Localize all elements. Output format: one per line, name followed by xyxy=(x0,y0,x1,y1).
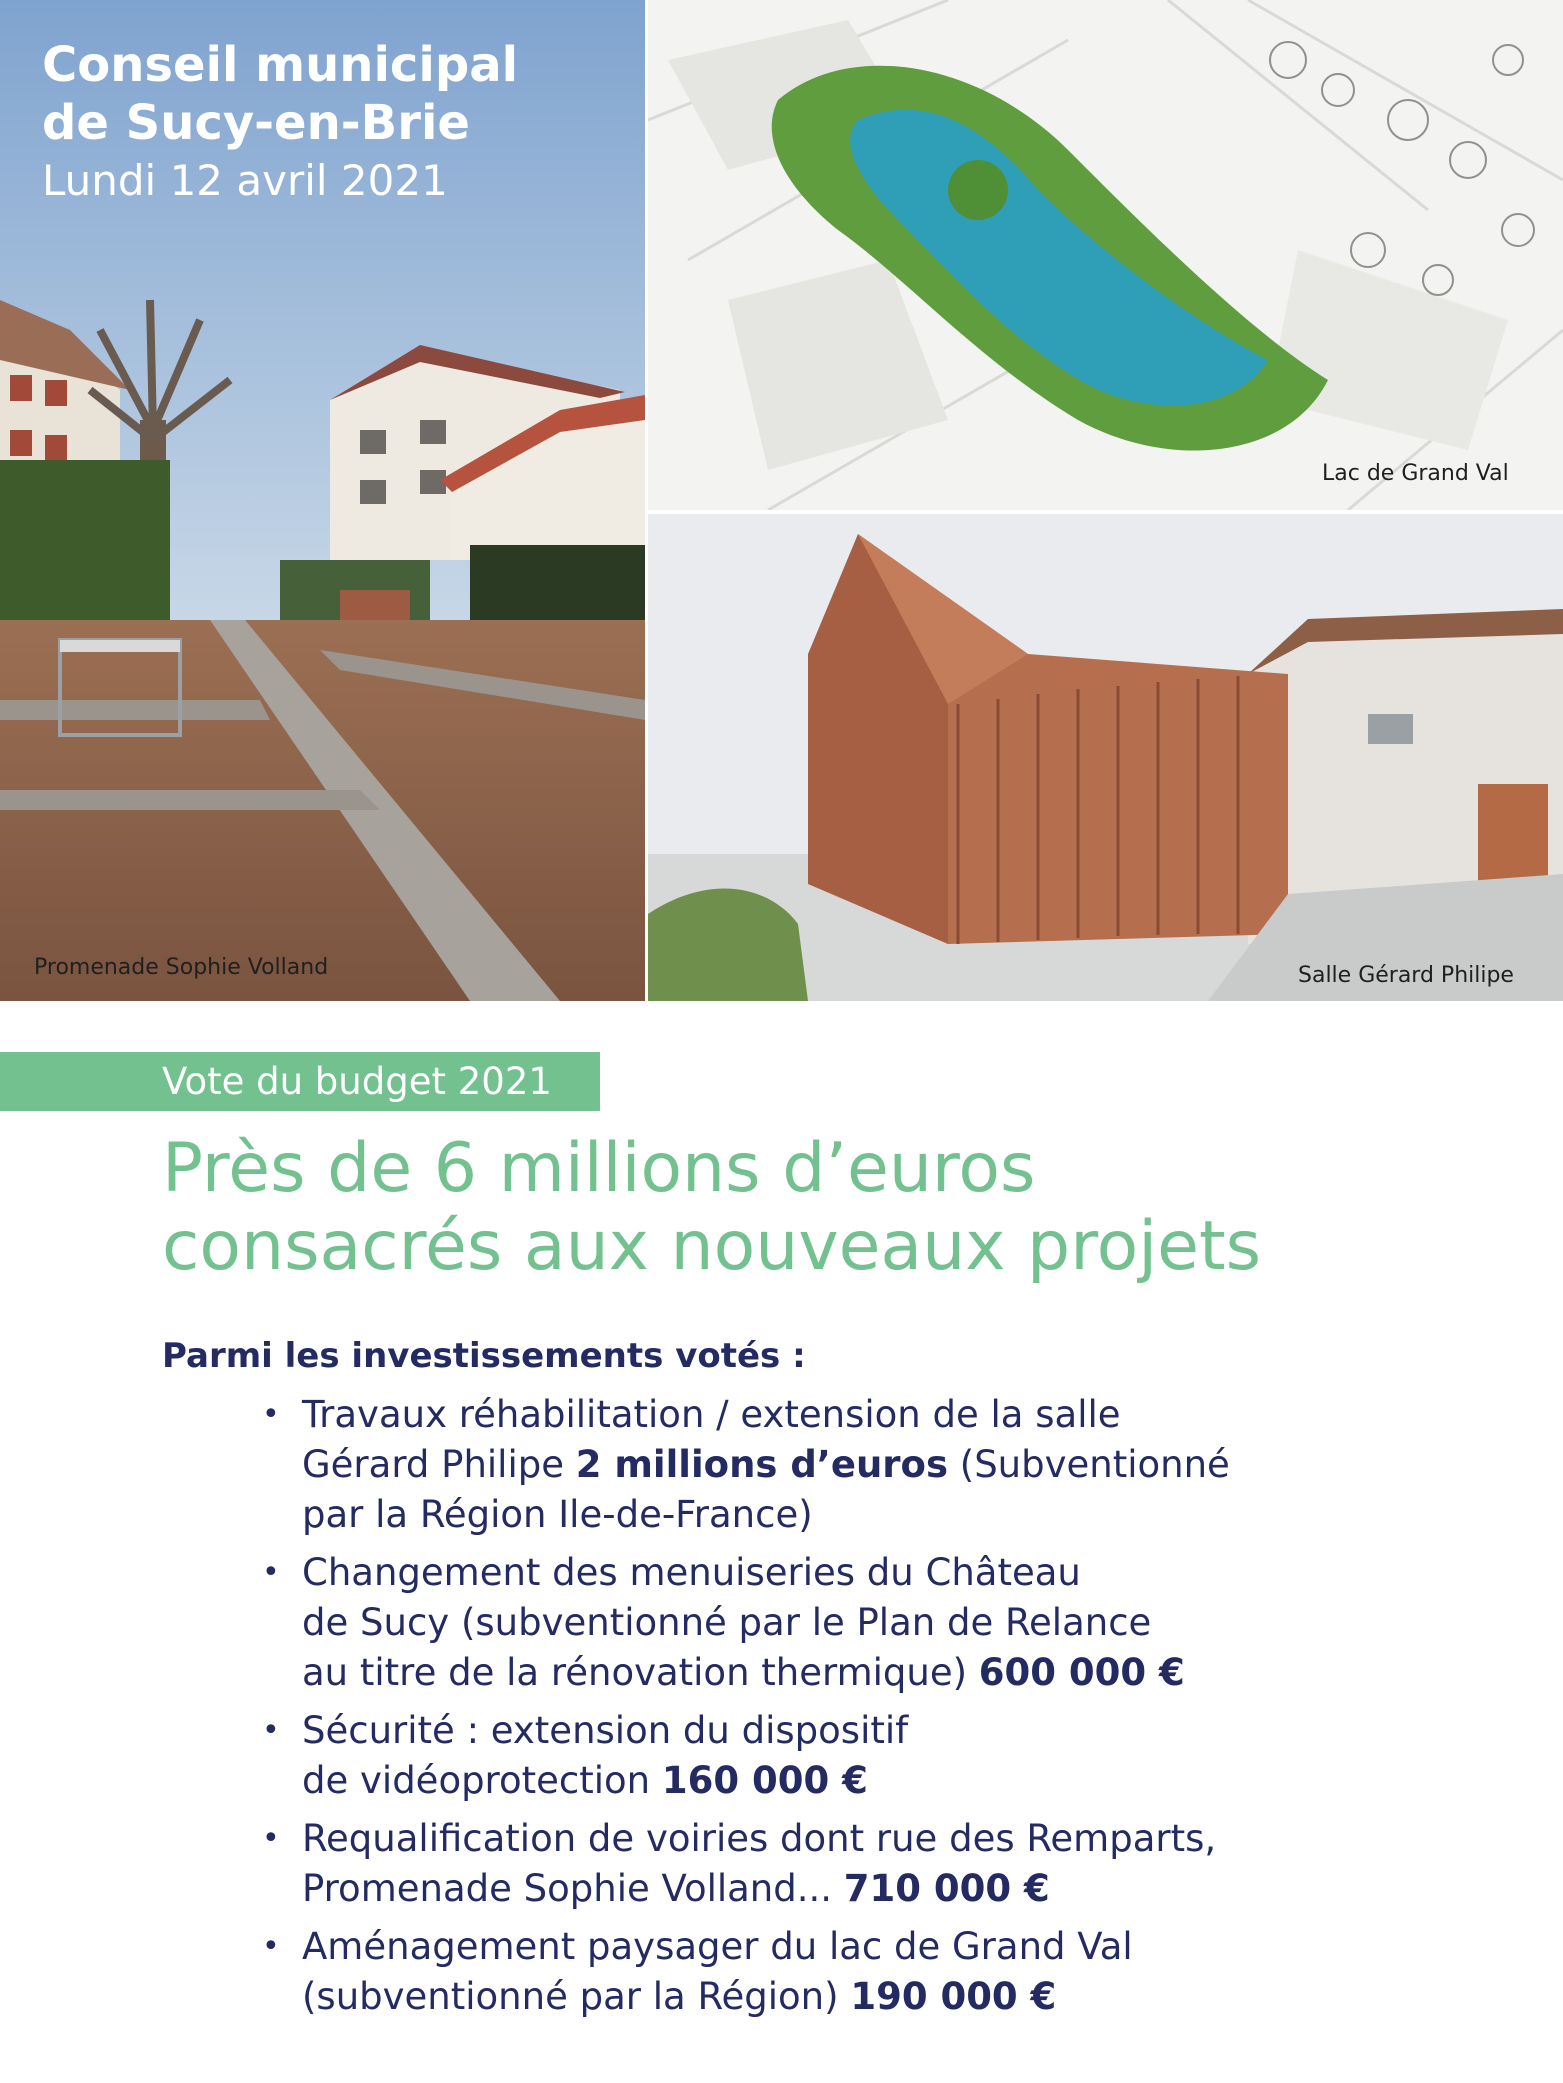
item-line: Gérard Philipe 2 millions d’euros (Subventionné xyxy=(302,1443,1230,1486)
item-line: Requalification de voiries dont rue des Remparts, xyxy=(302,1817,1217,1860)
item-line: par la Région Ile-de-France) xyxy=(302,1493,813,1536)
item-line: de vidéoprotection 160 000 € xyxy=(302,1759,868,1802)
list-item xyxy=(262,1548,1230,1698)
investments-intro: Parmi les investissements votés : xyxy=(162,1336,806,1376)
item-line: Changement des menuiseries du Château xyxy=(302,1551,1081,1594)
bullet: • xyxy=(262,1821,280,1856)
item-line: Aménagement paysager du lac de Grand Val xyxy=(302,1925,1133,1968)
item-line: Promenade Sophie Volland... 710 000 € xyxy=(302,1867,1050,1910)
list-item xyxy=(262,1706,1230,1806)
caption-hall: Salle Gérard Philipe xyxy=(1298,963,1514,988)
section-badge xyxy=(0,1052,600,1111)
list-item xyxy=(262,1390,1230,1540)
list-item xyxy=(262,1814,1230,1914)
headline-line1: Près de 6 millions d’euros xyxy=(162,1129,1036,1208)
caption-promenade: Promenade Sophie Volland xyxy=(34,955,329,980)
item-amount: 600 000 € xyxy=(978,1651,1185,1694)
item-amount: 190 000 € xyxy=(850,1975,1057,2018)
badge-label: Vote du budget 2021 xyxy=(162,1060,552,1103)
photo-hall-rendering xyxy=(648,514,1563,1001)
item-amount: 710 000 € xyxy=(843,1867,1050,1910)
photo-lake-plan xyxy=(648,0,1563,510)
bullet: • xyxy=(262,1929,280,1964)
item-amount: 2 millions d’euros xyxy=(575,1443,948,1486)
bullet: • xyxy=(262,1555,280,1590)
council-date: Lundi 12 avril 2021 xyxy=(42,156,448,205)
list-item xyxy=(262,1922,1230,2022)
item-amount: 160 000 € xyxy=(661,1759,868,1802)
item-line: de Sucy (subventionné par le Plan de Relance xyxy=(302,1601,1152,1644)
caption-lake: Lac de Grand Val xyxy=(1322,461,1509,486)
item-line: (subventionné par la Région) 190 000 € xyxy=(302,1975,1057,2018)
headline xyxy=(162,1130,1261,1286)
investments-list xyxy=(262,1390,1230,2030)
council-header xyxy=(42,36,518,208)
bullet: • xyxy=(262,1713,280,1748)
headline-line2: consacrés aux nouveaux projets xyxy=(162,1207,1262,1286)
bullet: • xyxy=(262,1397,280,1432)
item-line: Travaux réhabilitation / extension de la salle xyxy=(302,1393,1121,1436)
item-line: Sécurité : extension du dispositif xyxy=(302,1709,909,1752)
item-line: au titre de la rénovation thermique) 600 000 € xyxy=(302,1651,1185,1694)
council-title-line1: Conseil municipal xyxy=(42,37,519,93)
council-title-line2: de Sucy-en-Brie xyxy=(42,95,470,151)
